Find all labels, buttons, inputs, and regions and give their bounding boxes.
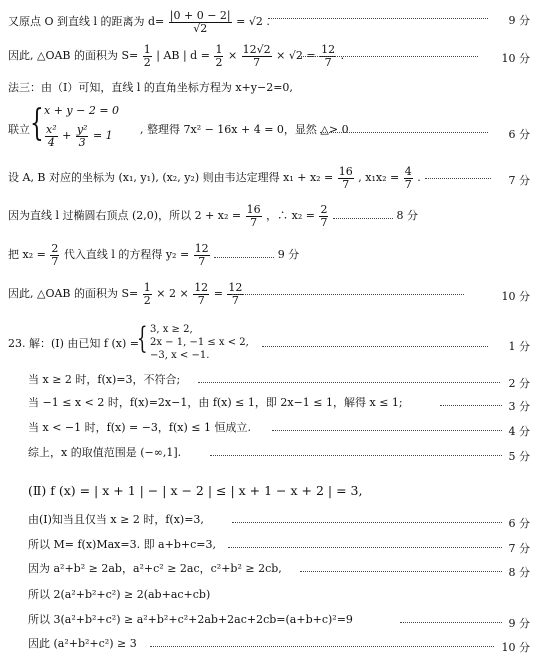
score: 8 分 — [508, 566, 530, 579]
system-eq2: $\frac{\text{x²}}{4}$ + $\frac{\text{y²}}{3}$ = 1 — [46, 123, 113, 149]
piece-3: −3, x < −1. — [150, 350, 210, 361]
fraction: $\frac{12√2}{7}$ — [242, 43, 271, 69]
text: 设 A, B 对应的坐标为 (x₁, y₁), (x₂, y₂) 则由韦达定理得 x₁ + x₂ = — [8, 171, 334, 185]
score: 10 分 — [501, 52, 530, 65]
score: 6 分 — [508, 517, 530, 530]
line-area — [0, 42, 544, 76]
dot-leader — [150, 646, 494, 647]
text: × — [227, 49, 238, 63]
line-piecewise — [0, 321, 544, 366]
line-p2-5 — [0, 612, 544, 630]
text: 当 x ≥ 2 时，f(x)=3，不符合; — [28, 373, 181, 386]
text: 法三：由（Ⅰ）可知，直线 l 的直角坐标方程为 x+y−2=0, — [8, 81, 293, 94]
score: 7 分 — [508, 174, 530, 187]
text: = — [213, 287, 223, 301]
line-area2 — [0, 280, 544, 310]
text: 代入直线 l 的方程得 y₂ = — [63, 248, 190, 262]
dot-leader — [210, 455, 502, 456]
text: 由(Ⅰ)知当且仅当 x ≥ 2 时，f(x)=3, — [28, 513, 204, 526]
line-summary — [0, 445, 544, 463]
line-p2-2 — [0, 537, 544, 555]
line-vieta — [0, 164, 544, 194]
text: = √2 . — [236, 15, 270, 29]
score: 3 分 — [508, 400, 530, 413]
score: 9 分 — [277, 248, 300, 262]
dot-leader — [268, 18, 488, 19]
score: 10 分 — [501, 641, 530, 654]
piece-1: 3, x ≥ 2, — [150, 324, 193, 335]
line-method3 — [0, 80, 544, 98]
text: 23. 解：(Ⅰ) 由已知 f (x) = — [8, 337, 139, 350]
fraction: $\frac{1}{2}$ — [143, 281, 151, 307]
fraction: $\frac{12}{7}$ — [194, 281, 209, 307]
line-part2 — [0, 482, 544, 502]
line-vertex — [0, 202, 544, 232]
fraction: $\frac{12}{7}$ — [321, 43, 336, 69]
brace: { — [137, 321, 148, 356]
text: × √2 = — [276, 49, 316, 63]
line-p2-1 — [0, 512, 544, 530]
score: 6 分 — [508, 128, 530, 141]
dot-leader — [400, 622, 502, 623]
text: 联立 — [8, 123, 30, 136]
dot-leader — [320, 132, 488, 133]
score: 4 分 — [508, 425, 530, 438]
dot-leader — [425, 178, 491, 179]
fraction: $\frac{|0 + 0 - 2|}{√2}$ — [169, 9, 231, 35]
brace: { — [30, 103, 44, 144]
text: 把 x₂ = — [8, 248, 46, 262]
dot-leader — [440, 405, 502, 406]
text: (Ⅱ) f (x) = | x + 1 | − | x − 2 | ≤ | x + 1 − x + 2 | = 3, — [28, 483, 363, 498]
line-case3 — [0, 420, 544, 438]
line-p2-4 — [0, 587, 544, 605]
fraction: $\frac{2}{7}$ — [51, 242, 59, 268]
text: × 2 × — [156, 287, 189, 301]
text: 所以 M= f(x)Max=3. 即 a+b+c=3, — [28, 538, 216, 551]
text: 因为 a²+b² ≥ 2ab，a²+c² ≥ 2ac，c²+b² ≥ 2cb, — [28, 562, 282, 575]
fraction: $\frac{12}{7}$ — [228, 281, 243, 307]
line-p2-6 — [0, 636, 544, 654]
line-substitute — [0, 241, 544, 271]
text: | AB | d = — [156, 49, 210, 63]
fraction: $\frac{1}{2}$ — [215, 43, 223, 69]
fraction: $\frac{16}{7}$ — [246, 203, 261, 229]
text: 又原点 O 到直线 l 的距离为 d= — [8, 15, 165, 29]
text: 因此, △OAB 的面积为 S= — [8, 287, 139, 301]
dot-leader — [262, 346, 488, 347]
text: , x₁x₂ = — [358, 171, 400, 185]
text: , 整理得 7x² − 16x + 4 = 0，显然 △> 0 — [140, 123, 349, 136]
fraction: $\frac{1}{2}$ — [143, 43, 151, 69]
line-distance — [0, 6, 544, 40]
text: 当 −1 ≤ x < 2 时，f(x)=2x−1，由 f(x) ≤ 1，即 2x−1 ≤ 1，解得 x ≤ 1; — [28, 396, 403, 409]
fraction: $\frac{16}{7}$ — [338, 165, 353, 191]
text: . — [417, 171, 421, 185]
score: 8 分 — [396, 209, 418, 223]
text: . — [340, 49, 345, 63]
text: ，∴ x₂ = — [266, 209, 315, 223]
text: 因此, △OAB 的面积为 S= — [8, 49, 139, 63]
dot-leader — [232, 522, 502, 523]
dot-leader — [272, 430, 502, 431]
text: 所以 3(a²+b²+c²) ≥ a²+b²+c²+2ab+2ac+2cb=(a+b+c)²=9 — [28, 613, 353, 626]
score: 1 分 — [508, 340, 530, 353]
score: 2 分 — [508, 377, 530, 390]
line-case2 — [0, 395, 544, 413]
piece-2: 2x − 1, −1 ≤ x < 2, — [150, 337, 249, 348]
line-p2-3 — [0, 561, 544, 579]
fraction: $\frac{4}{7}$ — [404, 165, 412, 191]
score: 9 分 — [508, 617, 530, 630]
text: 所以 2(a²+b²+c²) ≥ 2(ab+ac+cb) — [28, 588, 211, 601]
text: 因此 (a²+b²+c²) ≥ 3 — [28, 637, 137, 650]
text: 综上，x 的取值范围是 (−∞,1]. — [28, 446, 182, 459]
line-case1 — [0, 372, 544, 390]
score: 9 分 — [508, 14, 530, 27]
dot-leader — [232, 294, 464, 295]
dot-leader — [300, 571, 502, 572]
dot-leader — [198, 382, 500, 383]
score: 5 分 — [508, 450, 530, 463]
dot-leader — [228, 547, 502, 548]
text: 当 x < −1 时，f(x) = −3，f(x) ≤ 1 恒成立. — [28, 421, 251, 434]
score: 10 分 — [501, 290, 530, 303]
fraction: $\frac{12}{7}$ — [194, 242, 209, 268]
dot-leader — [298, 56, 478, 57]
fraction: $\frac{2}{7}$ — [320, 203, 328, 229]
score: 7 分 — [508, 542, 530, 555]
system-eq1: x + y − 2 = 0 — [44, 104, 120, 117]
line-system — [0, 102, 544, 160]
text: 因为直线 l 过椭圆右顶点 (2,0)，所以 2 + x₂ = — [8, 209, 242, 223]
